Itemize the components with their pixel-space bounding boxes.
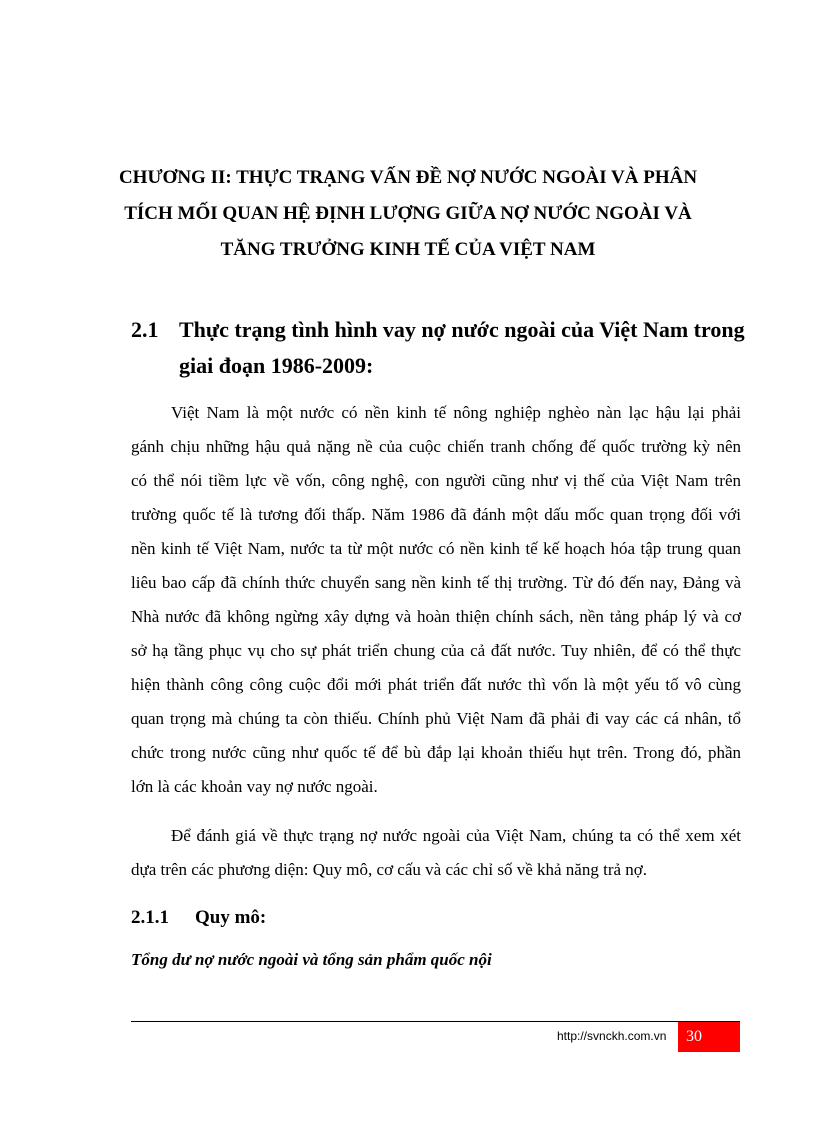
paragraph-line: có thể nói tiềm lực về vốn, công nghệ, con người cũng như vị thế của Việt Nam trên (131, 471, 741, 490)
paragraph-line: Việt Nam là một nước có nền kinh tế nông nghiệp nghèo nàn lạc hậu lại phải (171, 403, 741, 422)
subsection-heading (131, 907, 266, 929)
subsection-number: 2.1.1 (131, 907, 169, 928)
italic-subheading: Tổng dư nợ nước ngoài và tổng sản phẩm quốc nội (131, 950, 492, 969)
chapter-title (118, 160, 698, 268)
chapter-title-line: TÍCH MỐI QUAN HỆ ĐỊNH LƯỢNG GIỮA NỢ NƯỚC NGOÀI VÀ (124, 203, 692, 224)
paragraph-line: dựa trên các phương diện: Quy mô, cơ cấu và các chỉ số về khả năng trả nợ. (131, 860, 648, 879)
paragraph-line: trường quốc tế là tương đối thấp. Năm 1986 đã đánh một dấu mốc quan trọng đối với (131, 505, 741, 524)
paragraph-line: nền kinh tế Việt Nam, nước ta từ một nước có nền kinh tế kế hoạch hóa tập trung quan (131, 539, 741, 558)
page-number-badge: 30 (678, 1022, 740, 1052)
paragraph-line: quan trọng mà chúng ta còn thiếu. Chính phủ Việt Nam đã phải đi vay các cá nhân, tổ (131, 709, 741, 728)
paragraph-line: gánh chịu những hậu quả nặng nề của cuộc chiến tranh chống đế quốc trường kỳ nên (131, 437, 741, 456)
footer-divider (131, 1021, 740, 1022)
paragraph-line: chức trong nước cũng như quốc tế để bù đắp lại khoản thiếu hụt trên. Trong đó, phần (131, 743, 741, 762)
paragraph-line: hiện thành công công cuộc đổi mới phát triển đất nước thì vốn là một yếu tố vô cùng (131, 675, 741, 694)
body-paragraph (131, 819, 741, 887)
paragraph-line: Nhà nước đã không ngừng xây dựng và hoàn thiện chính sách, nền tảng pháp lý và cơ (131, 607, 741, 626)
chapter-title-line: CHƯƠNG II: THỰC TRẠNG VẤN ĐỀ NỢ NƯỚC NGOÀI VÀ PHÂN (118, 167, 698, 188)
footer-url: http://svnckh.com.vn (557, 1029, 667, 1043)
section-title (179, 312, 759, 384)
paragraph-line: lớn là các khoản vay nợ nước ngoài. (131, 777, 378, 796)
subsection-title: Quy mô: (195, 907, 267, 928)
paragraph-line: Để đánh giá về thực trạng nợ nước ngoài của Việt Nam, chúng ta có thể xem xét (171, 826, 741, 845)
section-title-line: giai đoạn 1986-2009: (179, 353, 374, 378)
paragraph-line: liêu bao cấp đã chính thức chuyển sang nền kinh tế thị trường. Từ đó đến nay, Đảng và (131, 573, 741, 592)
section-title-line: Thực trạng tình hình vay nợ nước ngoài của Việt Nam trong (179, 317, 745, 342)
section-number: 2.1 (131, 317, 159, 342)
body-paragraph (131, 396, 741, 804)
chapter-title-line: TĂNG TRƯỞNG KINH TẾ CỦA VIỆT NAM (220, 239, 596, 260)
paragraph-line: sở hạ tầng phục vụ cho sự phát triển chung của cả đất nước. Tuy nhiên, để có thể thực (131, 641, 741, 660)
